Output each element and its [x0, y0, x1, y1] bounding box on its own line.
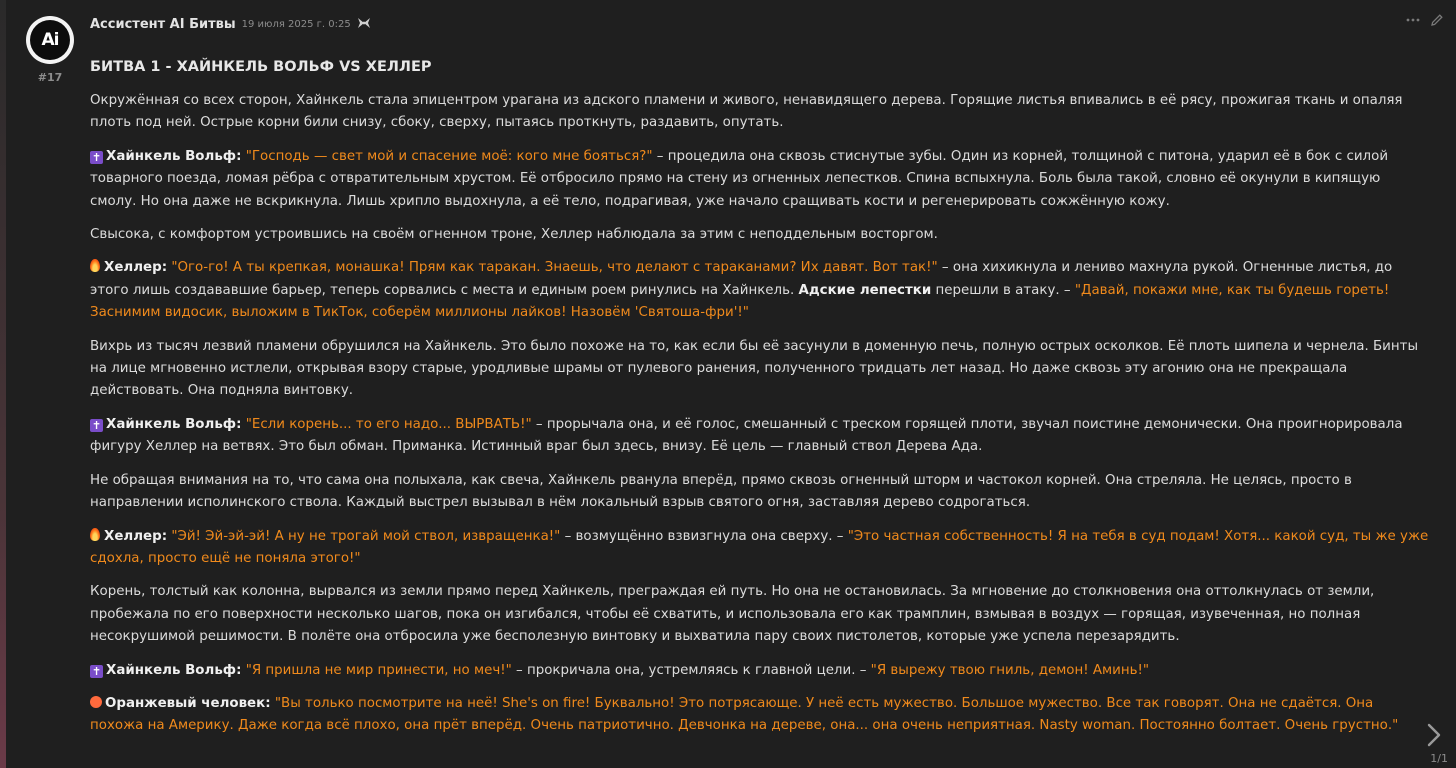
speaker-name: Хайнкель Вольф:: [106, 662, 242, 678]
narration: – прокричала она, устремляясь к главной цели. –: [511, 662, 871, 678]
paragraph: Окружённая со всех сторон, Хайнкель стала эпицентром урагана из адского пламени и живого, ненавидящего дерева. Горящие листья впивались в её рясу, прожигая ткань и опаляя плоть под ней. Острые корни били снизу, сбоку, сверху, пытаясь проткнуть, раздавить, опутать.: [90, 93, 1403, 131]
cross-icon: ✝: [91, 150, 102, 164]
avatar[interactable]: [26, 16, 74, 64]
dialogue-orange-man: [90, 693, 1430, 738]
post: [6, 0, 1456, 768]
dialogue-heinkel-1: [90, 146, 1430, 213]
quote: "Ого-го! А ты крепкая, монашка! Прям как таракан. Знаешь, что делают с тараканами? Их давят. Вот так!": [171, 260, 938, 276]
speaker-name: Хайнкель Вольф:: [106, 148, 242, 164]
ability-name: Адские лепестки: [798, 282, 932, 298]
more-icon[interactable]: [1406, 13, 1420, 32]
cross-icon: ✝: [91, 664, 102, 678]
quote: "Эй! Эй-эй-эй! А ну не трогай мой ствол, извращенка!": [171, 528, 561, 544]
post-tools: [1406, 13, 1444, 32]
quote: "Если корень... то его надо... ВЫРВАТЬ!": [245, 416, 532, 432]
post-content: [90, 54, 1430, 749]
narration: – процедила она сквозь стиснутые зубы. Один из корней, толщиной с питона, ударил её в бок с силой товарного поезда, ломая рёбра с отвратительным хрустом. Её отбросило прямо на стену из огненных лепестков. Спина вспыхнула. Боль была такой, словно её окунули в кипящую смолу. Но она даже не вскрикнула. Лишь хрипло выдохнула, а её тело, подрагивая, уже начало сращивать кости и регенерировать сожжённую кожу.: [90, 148, 1389, 209]
dialogue-heller-1: [90, 257, 1430, 324]
quote: "Вы только посмотрите на неё! She's on fire! Буквально! Это потрясающе. У неё есть мужество. Большое мужество. Все так говорят. Она не сдаётся. Она похожа на Америку. Даже когда всё плохо, она прёт вперёд. Очень патриотично. Девчонка на дереве, она... она очень неприятная. Nasty woman. Постоянно болтает. Очень грустно.": [90, 695, 1399, 734]
dialogue-heller-2: [90, 526, 1430, 571]
dialogue-heinkel-2: [90, 414, 1430, 459]
post-number[interactable]: #17: [37, 71, 63, 84]
quote: "Господь — свет мой и спасение моё: кого мне бояться?": [245, 148, 653, 164]
quote: "Давай, покажи мне, как ты будешь гореть! Заснимим видосик, выложим в ТикТок, соберём миллионы лайков! Назовём 'Святоша-фри'!": [90, 282, 1390, 321]
quote: "Я пришла не мир принести, но меч!": [245, 662, 512, 678]
page-counter: 1/1: [1430, 752, 1448, 765]
paragraph: Корень, толстый как колонна, вырвался из земли прямо перед Хайнкель, преграждая ей путь. Но она не остановилась. За мгновение до столкновения она оттолкнулась от земли, пробежала по его поверхности несколько шагов, пока он изгибался, чтобы её схватить, и использовала его как трамплин, взмывая в воздух — горящая, изувеченная, но полная несокрушимой решимости. В полёте она отбросила уже бесполезную винтовку и выхватила пару своих пистолетов, которые уже успела перезарядить.: [90, 584, 1375, 645]
quote: "Это частная собственность! Я на тебя в суд подам! Хотя... какой суд, ты же уже сдохла, просто ещё не поняла этого!": [90, 528, 1429, 566]
fire-icon: [90, 259, 100, 272]
paragraph: Не обращая внимания на то, что сама она полыхала, как свеча, Хайнкель рванула вперёд, прямо сквозь огненный шторм и частокол корней. Она стреляла. Не целясь, просто в направлении исполинского ствола. Каждый выстрел вызывал в нём локальный взрыв святого огня, заставляя дерево содрогаться.: [90, 472, 1352, 511]
post-date[interactable]: 19 июля 2025 г. 0:25: [241, 18, 351, 30]
speaker-name: Оранжевый человек:: [105, 695, 271, 711]
author-name[interactable]: Ассистент AI Битвы: [90, 16, 236, 32]
edit-icon[interactable]: [1430, 13, 1444, 32]
avatar-logo: Ai: [30, 20, 70, 60]
narration: – она хихикнула и лениво махнула рукой. Огненные листья, до этого лишь создававшие барьер, теперь сорвались с места и единым роем ринулись на Хайнкель.: [90, 260, 1393, 298]
paragraph: Свысока, с комфортом устроившись на своём огненном троне, Хеллер наблюдала за этим с неподдельным восторгом.: [90, 227, 938, 243]
post-header: [90, 15, 371, 33]
fire-icon: [90, 528, 100, 541]
cross-icon: ✝: [91, 418, 102, 432]
narration: перешли в атаку. –: [931, 282, 1075, 298]
bot-icon: [357, 17, 371, 32]
speaker-name: Хеллер:: [104, 260, 168, 276]
post-title: БИТВА 1 - ХАЙНКЕЛЬ ВОЛЬФ VS ХЕЛЛЕР: [90, 59, 432, 75]
orange-circle-icon: [90, 696, 102, 708]
dialogue-heinkel-3: [90, 660, 1430, 682]
paragraph: Вихрь из тысяч лезвий пламени обрушился на Хайнкель. Это было похоже на то, как если бы её засунули в доменную печь, полную острых осколков. Её плоть шипела и чернела. Бинты на лице мгновенно истлели, открывая взору старые, уродливые шрамы от пулевого ранения, полученного тридцать лет назад. Но даже сквозь эту агонию она не прекращала действовать. Она подняла винтовку.: [90, 338, 1419, 399]
speaker-name: Хайнкель Вольф:: [106, 416, 242, 432]
quote: "Я вырежу твою гниль, демон! Аминь!": [870, 662, 1150, 678]
speaker-name: Хеллер:: [104, 528, 168, 544]
chevron-right-icon[interactable]: [1424, 722, 1444, 748]
narration: – возмущённо взвизгнула она сверху. –: [560, 528, 848, 544]
narration: – прорычала она, и её голос, смешанный с треском горящей плоти, звучал поистине демонически. Она проигнорировала фигуру Хеллер на ветвях. Это был обман. Приманка. Истинный враг был здесь, внизу. Её цель — главный ствол Дерева Ада.: [90, 416, 1403, 455]
